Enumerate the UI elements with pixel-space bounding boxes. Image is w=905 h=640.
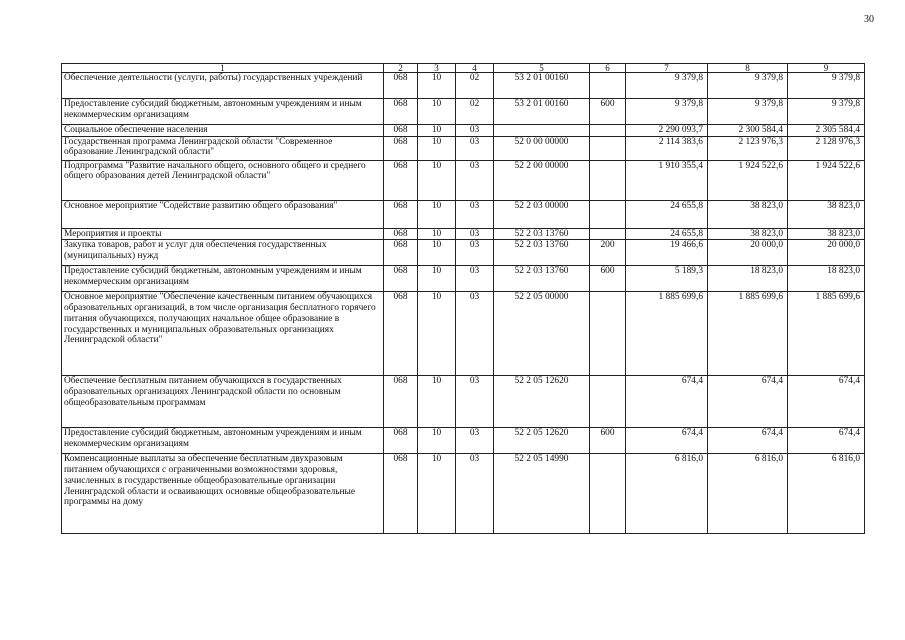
row-code-5: 52 2 03 13760 — [494, 228, 590, 240]
row-name: Социальное обеспечение населения — [62, 125, 384, 137]
row-code-6: 600 — [590, 428, 626, 454]
row-code-5: 53 2 01 00160 — [494, 99, 590, 125]
row-value-7: 6 816,0 — [626, 454, 708, 534]
row-code-3: 10 — [418, 228, 456, 240]
row-name: Подпрограмма "Развитие начального общего, основного общего и среднего общего образования детей Ленинградской области" — [62, 160, 384, 200]
row-value-9: 18 823,0 — [788, 266, 865, 292]
row-name: Предоставление субсидий бюджетным, автономным учреждениям и иным некоммерческим организациям — [62, 428, 384, 454]
table-row — [62, 200, 865, 228]
table-row — [62, 73, 865, 99]
row-code-5: 52 2 03 00000 — [494, 200, 590, 228]
table-row — [62, 428, 865, 454]
row-code-4: 03 — [456, 292, 494, 376]
row-value-7: 24 655,8 — [626, 200, 708, 228]
row-code-3: 10 — [418, 428, 456, 454]
row-value-7: 1 910 355,4 — [626, 160, 708, 200]
row-code-3: 10 — [418, 240, 456, 266]
row-value-8: 1 924 522,6 — [708, 160, 788, 200]
page-number: 30 — [864, 14, 874, 25]
row-value-7: 1 885 699,6 — [626, 292, 708, 376]
row-value-9: 38 823,0 — [788, 200, 865, 228]
row-code-4: 03 — [456, 200, 494, 228]
row-code-3: 10 — [418, 454, 456, 534]
column-header: 1 — [62, 64, 384, 73]
row-code-6 — [590, 454, 626, 534]
table-row — [62, 240, 865, 266]
row-code-2: 068 — [384, 73, 418, 99]
row-value-7: 2 114 383,6 — [626, 136, 708, 160]
row-code-6 — [590, 228, 626, 240]
row-name: Компенсационные выплаты за обеспечение бесплатным двухразовым питанием обучающихся с ограниченными возможностями здоровья, зачисленных в государственные общеобразовательные организации Ленинградской области и осваивающих основные общеобразовательные программы на дому — [62, 454, 384, 534]
row-code-6: 600 — [590, 266, 626, 292]
row-value-7: 24 655,8 — [626, 228, 708, 240]
row-name: Предоставление субсидий бюджетным, автономным учреждениям и иным некоммерческим организациям — [62, 99, 384, 125]
row-code-6 — [590, 200, 626, 228]
row-value-9: 38 823,0 — [788, 228, 865, 240]
table-row — [62, 292, 865, 376]
row-code-4: 03 — [456, 240, 494, 266]
row-code-4: 02 — [456, 99, 494, 125]
row-code-4: 03 — [456, 376, 494, 428]
row-code-6 — [590, 292, 626, 376]
column-header: 7 — [626, 64, 708, 73]
table-row — [62, 228, 865, 240]
row-value-8: 20 000,0 — [708, 240, 788, 266]
row-value-8: 9 379,8 — [708, 73, 788, 99]
row-code-2: 068 — [384, 376, 418, 428]
row-code-2: 068 — [384, 454, 418, 534]
row-code-6: 200 — [590, 240, 626, 266]
row-name: Обеспечение бесплатным питанием обучающихся в государственных образовательных организациях Ленинградской области по основным общеобразовательным программам — [62, 376, 384, 428]
row-name: Государственная программа Ленинградской области "Современное образование Ленинградской области" — [62, 136, 384, 160]
row-code-3: 10 — [418, 266, 456, 292]
row-code-2: 068 — [384, 160, 418, 200]
row-value-8: 38 823,0 — [708, 200, 788, 228]
row-name: Мероприятия и проекты — [62, 228, 384, 240]
row-value-9: 674,4 — [788, 428, 865, 454]
row-code-2: 068 — [384, 228, 418, 240]
row-code-3: 10 — [418, 99, 456, 125]
table-row — [62, 266, 865, 292]
row-code-3: 10 — [418, 292, 456, 376]
column-header: 6 — [590, 64, 626, 73]
row-code-2: 068 — [384, 428, 418, 454]
column-header: 5 — [494, 64, 590, 73]
row-code-4: 03 — [456, 454, 494, 534]
table-row — [62, 376, 865, 428]
row-code-4: 03 — [456, 160, 494, 200]
row-value-8: 1 885 699,6 — [708, 292, 788, 376]
row-value-8: 2 123 976,3 — [708, 136, 788, 160]
row-code-6 — [590, 73, 626, 99]
row-code-3: 10 — [418, 73, 456, 99]
row-code-2: 068 — [384, 292, 418, 376]
row-code-5: 52 2 05 12620 — [494, 376, 590, 428]
row-code-6 — [590, 136, 626, 160]
row-code-5: 52 0 00 00000 — [494, 136, 590, 160]
row-code-4: 03 — [456, 125, 494, 137]
row-value-7: 5 189,3 — [626, 266, 708, 292]
column-header: 2 — [384, 64, 418, 73]
row-code-3: 10 — [418, 160, 456, 200]
row-name: Обеспечение деятельности (услуги, работы) государственных учреждений — [62, 73, 384, 99]
row-code-3: 10 — [418, 200, 456, 228]
row-value-8: 2 300 584,4 — [708, 125, 788, 137]
row-value-9: 9 379,8 — [788, 73, 865, 99]
row-code-4: 03 — [456, 266, 494, 292]
row-code-5 — [494, 125, 590, 137]
row-name: Закупка товаров, работ и услуг для обеспечения государственных (муниципальных) нужд — [62, 240, 384, 266]
row-code-5: 52 2 05 00000 — [494, 292, 590, 376]
row-value-7: 674,4 — [626, 428, 708, 454]
row-code-4: 03 — [456, 428, 494, 454]
row-code-2: 068 — [384, 125, 418, 137]
row-code-6 — [590, 160, 626, 200]
table-row — [62, 136, 865, 160]
row-code-6 — [590, 125, 626, 137]
column-header: 3 — [418, 64, 456, 73]
row-name: Основное мероприятие "Обеспечение качественным питанием обучающихся образовательных организаций, в том числе организация бесплатного горячего питания обучающихся, получающих начальное общее образование в государственных и муниципальных образовательных организациях Ленинградской области" — [62, 292, 384, 376]
row-code-4: 03 — [456, 228, 494, 240]
row-value-9: 674,4 — [788, 376, 865, 428]
row-code-5: 52 2 03 13760 — [494, 240, 590, 266]
row-code-5: 52 2 05 14990 — [494, 454, 590, 534]
row-code-2: 068 — [384, 266, 418, 292]
column-header: 8 — [708, 64, 788, 73]
row-code-3: 10 — [418, 125, 456, 137]
row-value-9: 1 885 699,6 — [788, 292, 865, 376]
column-header: 9 — [788, 64, 865, 73]
row-code-5: 52 2 03 13760 — [494, 266, 590, 292]
table-row — [62, 160, 865, 200]
row-code-4: 03 — [456, 136, 494, 160]
row-value-8: 6 816,0 — [708, 454, 788, 534]
row-value-7: 9 379,8 — [626, 99, 708, 125]
table-header-row — [62, 64, 865, 73]
row-value-8: 38 823,0 — [708, 228, 788, 240]
row-value-8: 9 379,8 — [708, 99, 788, 125]
row-name: Основное мероприятие "Содействие развитию общего образования" — [62, 200, 384, 228]
row-value-8: 674,4 — [708, 376, 788, 428]
table-row — [62, 454, 865, 534]
row-value-9: 9 379,8 — [788, 99, 865, 125]
row-value-9: 2 305 584,4 — [788, 125, 865, 137]
row-code-3: 10 — [418, 376, 456, 428]
row-code-6: 600 — [590, 99, 626, 125]
row-code-5: 52 2 00 00000 — [494, 160, 590, 200]
row-value-9: 20 000,0 — [788, 240, 865, 266]
row-value-9: 6 816,0 — [788, 454, 865, 534]
budget-table — [61, 63, 865, 534]
row-value-7: 9 379,8 — [626, 73, 708, 99]
row-value-8: 18 823,0 — [708, 266, 788, 292]
row-code-6 — [590, 376, 626, 428]
row-value-9: 2 128 976,3 — [788, 136, 865, 160]
column-header: 4 — [456, 64, 494, 73]
row-code-5: 53 2 01 00160 — [494, 73, 590, 99]
row-code-2: 068 — [384, 240, 418, 266]
table-row — [62, 99, 865, 125]
row-code-5: 52 2 05 12620 — [494, 428, 590, 454]
row-value-8: 674,4 — [708, 428, 788, 454]
row-name: Предоставление субсидий бюджетным, автономным учреждениям и иным некоммерческим организациям — [62, 266, 384, 292]
table-row — [62, 125, 865, 137]
row-value-9: 1 924 522,6 — [788, 160, 865, 200]
row-value-7: 674,4 — [626, 376, 708, 428]
row-value-7: 19 466,6 — [626, 240, 708, 266]
row-code-2: 068 — [384, 136, 418, 160]
row-code-4: 02 — [456, 73, 494, 99]
row-value-7: 2 290 093,7 — [626, 125, 708, 137]
row-code-3: 10 — [418, 136, 456, 160]
row-code-2: 068 — [384, 99, 418, 125]
row-code-2: 068 — [384, 200, 418, 228]
